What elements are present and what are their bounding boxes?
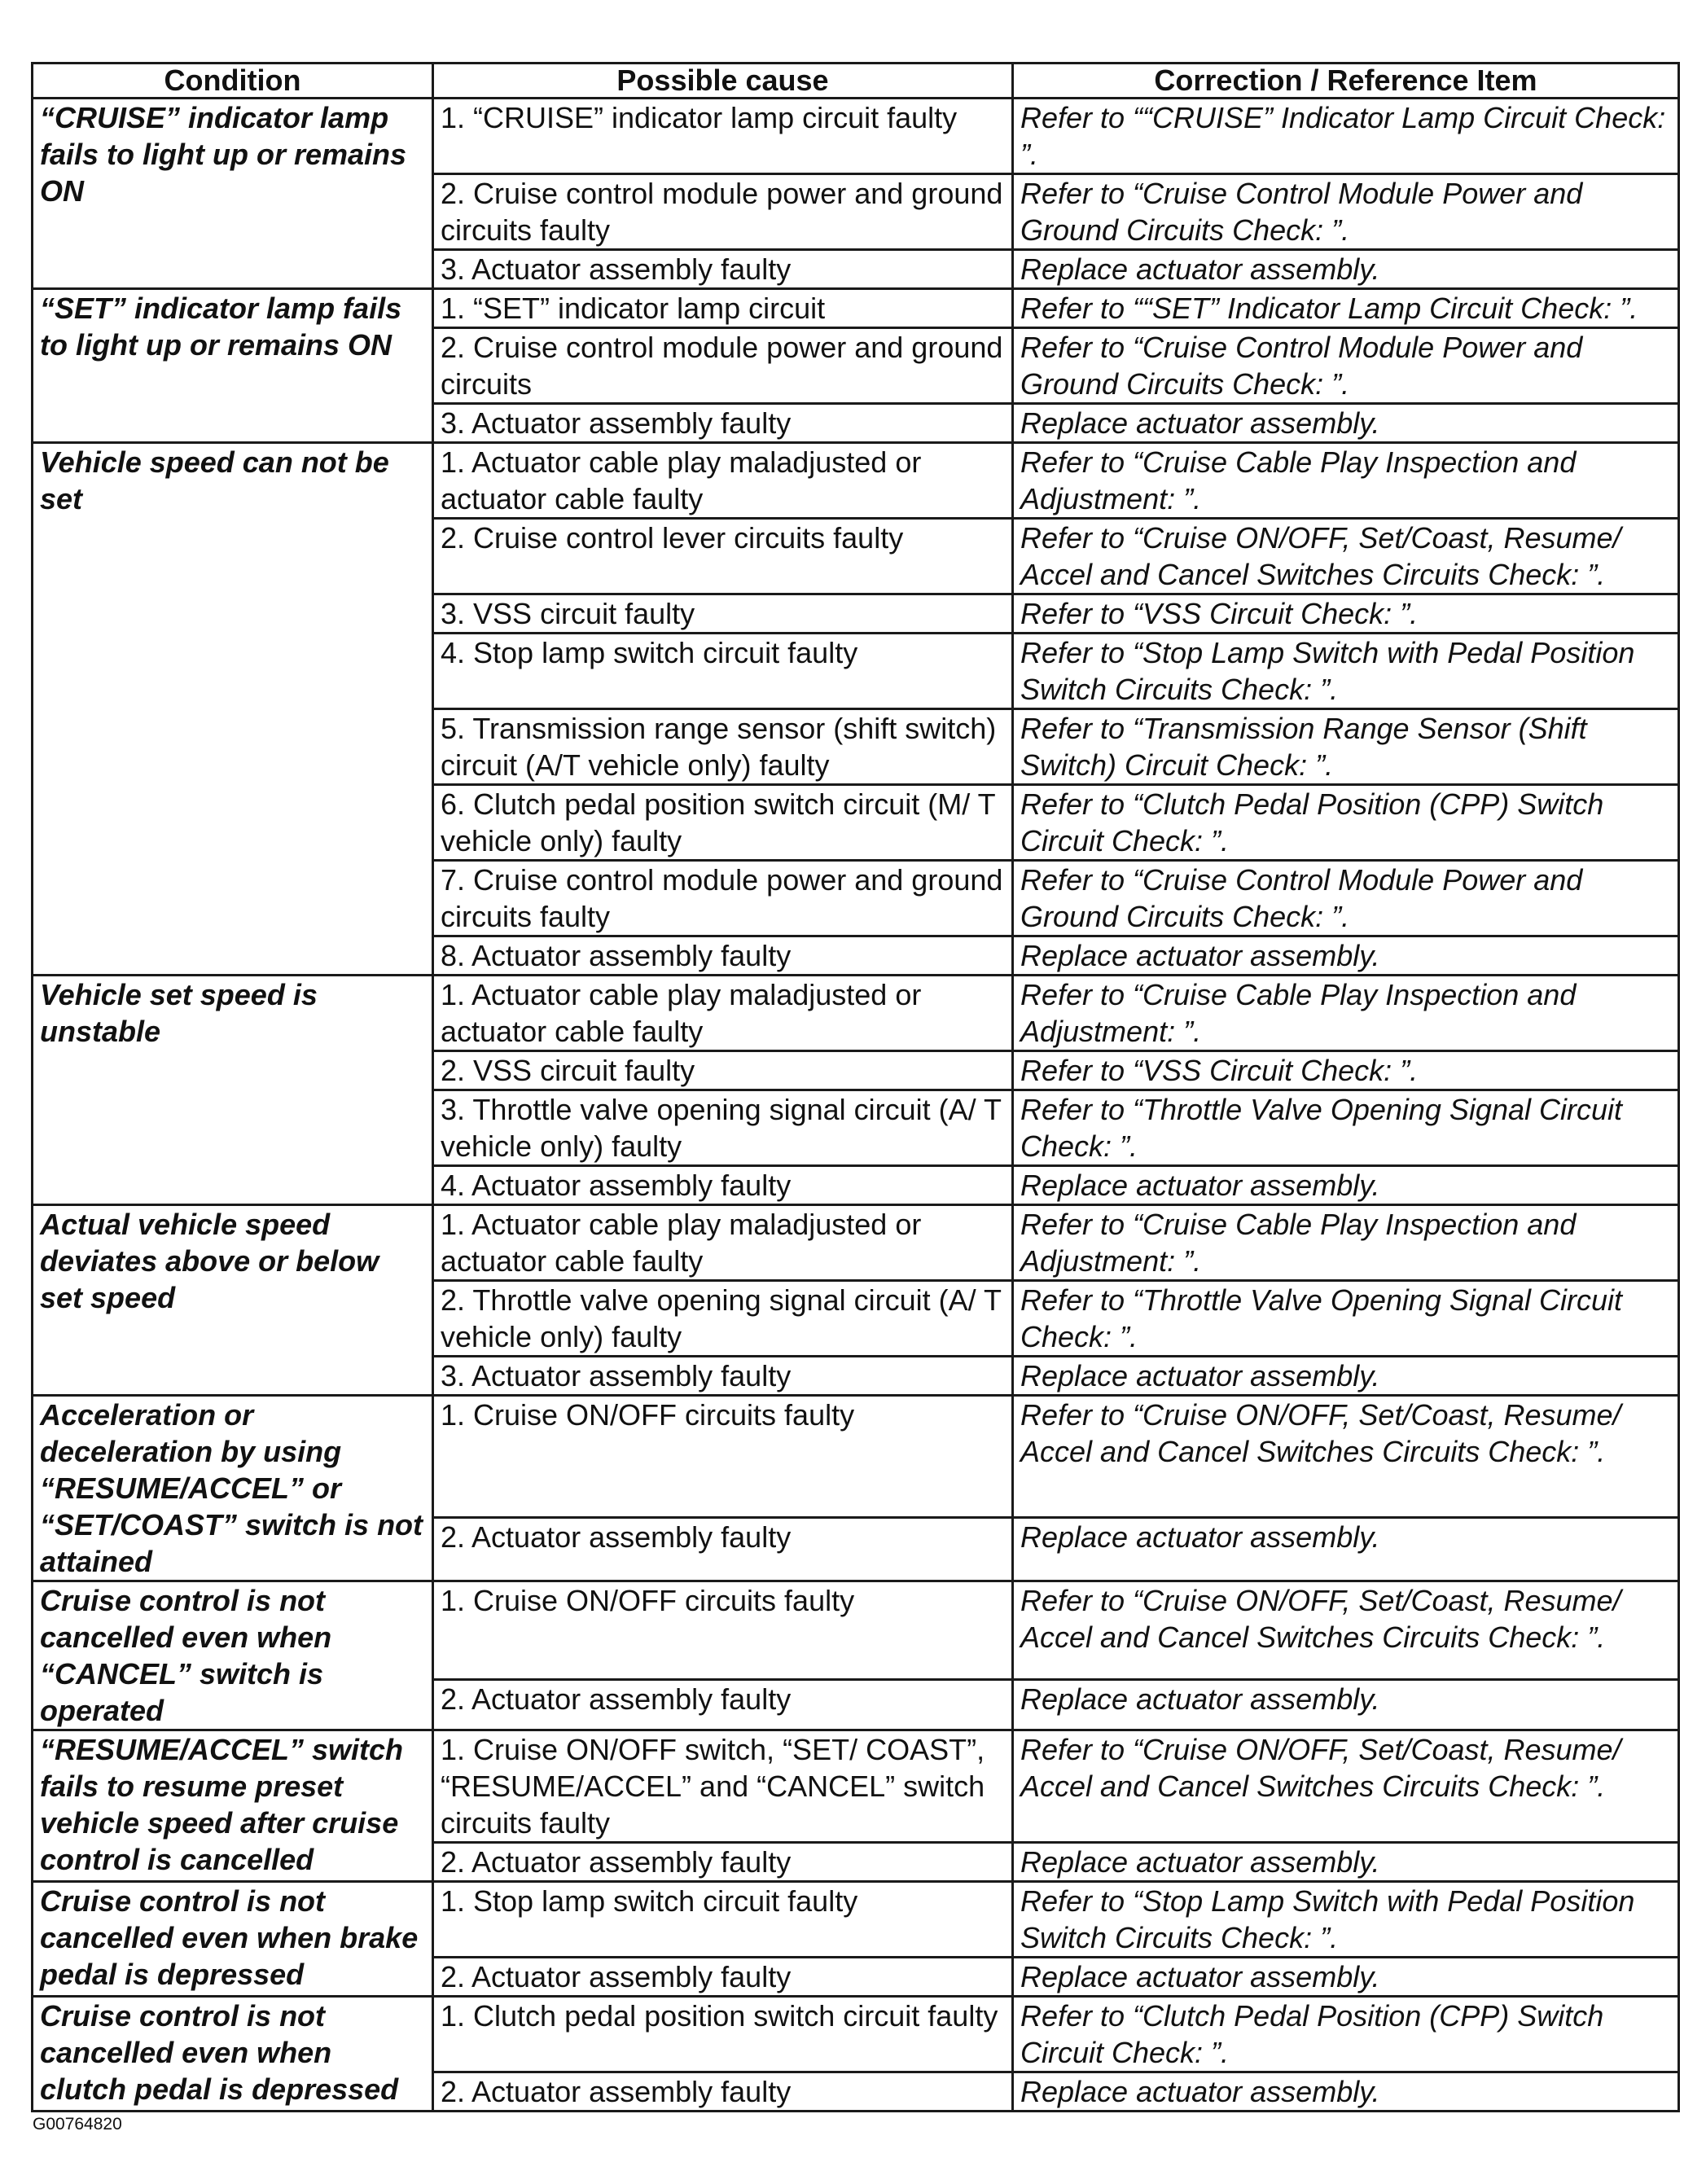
header-condition: Condition xyxy=(33,64,433,99)
correction-cell: Refer to “Cruise ON/OFF, Set/Coast, Resume/ Accel and Cancel Switches Circuits Check: ”. xyxy=(1013,519,1679,594)
possible-cause-cell: 3. Actuator assembly faulty xyxy=(433,1357,1013,1396)
correction-cell: Replace actuator assembly. xyxy=(1013,1166,1679,1205)
possible-cause-cell: 2. Cruise control module power and ground circuits xyxy=(433,328,1013,404)
correction-cell: Refer to “VSS Circuit Check: ”. xyxy=(1013,1051,1679,1090)
table-row xyxy=(33,1730,1679,1843)
correction-cell: Refer to ““CRUISE” Indicator Lamp Circuit Check: ”. xyxy=(1013,99,1679,174)
table-header-row xyxy=(33,64,1679,99)
possible-cause-cell: 2. Actuator assembly faulty xyxy=(433,2072,1013,2112)
diagnosis-table xyxy=(31,62,1680,2112)
correction-cell: Replace actuator assembly. xyxy=(1013,1518,1679,1581)
correction-cell: Refer to “Cruise ON/OFF, Set/Coast, Resume/ Accel and Cancel Switches Circuits Check: ”. xyxy=(1013,1581,1679,1680)
correction-cell: Refer to “Clutch Pedal Position (CPP) Switch Circuit Check: ”. xyxy=(1013,785,1679,861)
correction-cell: Replace actuator assembly. xyxy=(1013,404,1679,443)
correction-cell: Replace actuator assembly. xyxy=(1013,2072,1679,2112)
condition-cell: “CRUISE” indicator lamp fails to light up or remains ON xyxy=(33,99,433,289)
correction-cell: Refer to “Throttle Valve Opening Signal Circuit Check: ”. xyxy=(1013,1281,1679,1357)
condition-cell: Vehicle speed can not be set xyxy=(33,443,433,976)
possible-cause-cell: 2. Cruise control module power and ground circuits faulty xyxy=(433,174,1013,250)
possible-cause-cell: 2. Cruise control lever circuits faulty xyxy=(433,519,1013,594)
condition-cell: Cruise control is not cancelled even when brake pedal is depressed xyxy=(33,1882,433,1997)
possible-cause-cell: 1. Actuator cable play maladjusted or actuator cable faulty xyxy=(433,1205,1013,1281)
correction-cell: Refer to “Cruise ON/OFF, Set/Coast, Resume/ Accel and Cancel Switches Circuits Check: ”. xyxy=(1013,1730,1679,1843)
header-possible-cause: Possible cause xyxy=(433,64,1013,99)
possible-cause-cell: 3. Actuator assembly faulty xyxy=(433,404,1013,443)
correction-cell: Refer to “Cruise ON/OFF, Set/Coast, Resume/ Accel and Cancel Switches Circuits Check: ”. xyxy=(1013,1396,1679,1518)
condition-cell: Cruise control is not cancelled even when clutch pedal is depressed xyxy=(33,1997,433,2112)
table-row xyxy=(33,289,1679,328)
correction-cell: Refer to “Stop Lamp Switch with Pedal Position Switch Circuits Check: ”. xyxy=(1013,1882,1679,1958)
correction-cell: Replace actuator assembly. xyxy=(1013,250,1679,289)
figure-id: G00764820 xyxy=(33,2115,122,2134)
condition-cell: Vehicle set speed is unstable xyxy=(33,976,433,1205)
table-row xyxy=(33,1581,1679,1680)
correction-cell: Refer to “Clutch Pedal Position (CPP) Switch Circuit Check: ”. xyxy=(1013,1997,1679,2072)
correction-cell: Refer to “Throttle Valve Opening Signal Circuit Check: ”. xyxy=(1013,1090,1679,1166)
possible-cause-cell: 3. VSS circuit faulty xyxy=(433,594,1013,634)
table-row xyxy=(33,1882,1679,1958)
possible-cause-cell: 2. Throttle valve opening signal circuit (A/ T vehicle only) faulty xyxy=(433,1281,1013,1357)
possible-cause-cell: 2. Actuator assembly faulty xyxy=(433,1518,1013,1581)
correction-cell: Refer to “Cruise Cable Play Inspection and Adjustment: ”. xyxy=(1013,443,1679,519)
possible-cause-cell: 7. Cruise control module power and ground circuits faulty xyxy=(433,861,1013,936)
condition-cell: “SET” indicator lamp fails to light up or remains ON xyxy=(33,289,433,443)
possible-cause-cell: 3. Throttle valve opening signal circuit (A/ T vehicle only) faulty xyxy=(433,1090,1013,1166)
correction-cell: Refer to “Cruise Cable Play Inspection and Adjustment: ”. xyxy=(1013,976,1679,1051)
correction-cell: Refer to “Stop Lamp Switch with Pedal Position Switch Circuits Check: ”. xyxy=(1013,634,1679,709)
possible-cause-cell: 1. “SET” indicator lamp circuit xyxy=(433,289,1013,328)
correction-cell: Refer to ““SET” Indicator Lamp Circuit Check: ”. xyxy=(1013,289,1679,328)
correction-cell: Refer to “VSS Circuit Check: ”. xyxy=(1013,594,1679,634)
possible-cause-cell: 2. Actuator assembly faulty xyxy=(433,1843,1013,1882)
possible-cause-cell: 6. Clutch pedal position switch circuit (M/ T vehicle only) faulty xyxy=(433,785,1013,861)
possible-cause-cell: 2. Actuator assembly faulty xyxy=(433,1958,1013,1997)
correction-cell: Replace actuator assembly. xyxy=(1013,1679,1679,1730)
possible-cause-cell: 1. Clutch pedal position switch circuit faulty xyxy=(433,1997,1013,2072)
possible-cause-cell: 5. Transmission range sensor (shift switch) circuit (A/T vehicle only) faulty xyxy=(433,709,1013,785)
possible-cause-cell: 8. Actuator assembly faulty xyxy=(433,936,1013,976)
correction-cell: Refer to “Cruise Control Module Power and Ground Circuits Check: ”. xyxy=(1013,174,1679,250)
table-row xyxy=(33,1205,1679,1281)
possible-cause-cell: 3. Actuator assembly faulty xyxy=(433,250,1013,289)
condition-cell: Cruise control is not cancelled even when “CANCEL” switch is operated xyxy=(33,1581,433,1730)
correction-cell: Replace actuator assembly. xyxy=(1013,936,1679,976)
correction-cell: Replace actuator assembly. xyxy=(1013,1843,1679,1882)
possible-cause-cell: 1. Actuator cable play maladjusted or actuator cable faulty xyxy=(433,976,1013,1051)
possible-cause-cell: 4. Actuator assembly faulty xyxy=(433,1166,1013,1205)
possible-cause-cell: 1. Cruise ON/OFF circuits faulty xyxy=(433,1581,1013,1680)
troubleshooting-document xyxy=(31,62,1677,2108)
possible-cause-cell: 1. Stop lamp switch circuit faulty xyxy=(433,1882,1013,1958)
possible-cause-cell: 2. VSS circuit faulty xyxy=(433,1051,1013,1090)
possible-cause-cell: 2. Actuator assembly faulty xyxy=(433,1679,1013,1730)
correction-cell: Refer to “Cruise Cable Play Inspection and Adjustment: ”. xyxy=(1013,1205,1679,1281)
correction-cell: Refer to “Cruise Control Module Power and Ground Circuits Check: ”. xyxy=(1013,861,1679,936)
table-row xyxy=(33,1997,1679,2072)
header-correction: Correction / Reference Item xyxy=(1013,64,1679,99)
table-row xyxy=(33,976,1679,1051)
correction-cell: Refer to “Cruise Control Module Power and Ground Circuits Check: ”. xyxy=(1013,328,1679,404)
correction-cell: Refer to “Transmission Range Sensor (Shift Switch) Circuit Check: ”. xyxy=(1013,709,1679,785)
table-body xyxy=(33,99,1679,2112)
table-row xyxy=(33,99,1679,174)
possible-cause-cell: 1. Actuator cable play maladjusted or actuator cable faulty xyxy=(433,443,1013,519)
possible-cause-cell: 1. Cruise ON/OFF circuits faulty xyxy=(433,1396,1013,1518)
correction-cell: Replace actuator assembly. xyxy=(1013,1958,1679,1997)
table-row xyxy=(33,443,1679,519)
possible-cause-cell: 1. “CRUISE” indicator lamp circuit faulty xyxy=(433,99,1013,174)
condition-cell: Acceleration or deceleration by using “RESUME/ACCEL” or “SET/COAST” switch is not attained xyxy=(33,1396,433,1581)
table-row xyxy=(33,1396,1679,1518)
correction-cell: Replace actuator assembly. xyxy=(1013,1357,1679,1396)
possible-cause-cell: 4. Stop lamp switch circuit faulty xyxy=(433,634,1013,709)
possible-cause-cell: 1. Cruise ON/OFF switch, “SET/ COAST”, “RESUME/ACCEL” and “CANCEL” switch circuits faulty xyxy=(433,1730,1013,1843)
condition-cell: Actual vehicle speed deviates above or below set speed xyxy=(33,1205,433,1396)
condition-cell: “RESUME/ACCEL” switch fails to resume preset vehicle speed after cruise control is cancelled xyxy=(33,1730,433,1882)
